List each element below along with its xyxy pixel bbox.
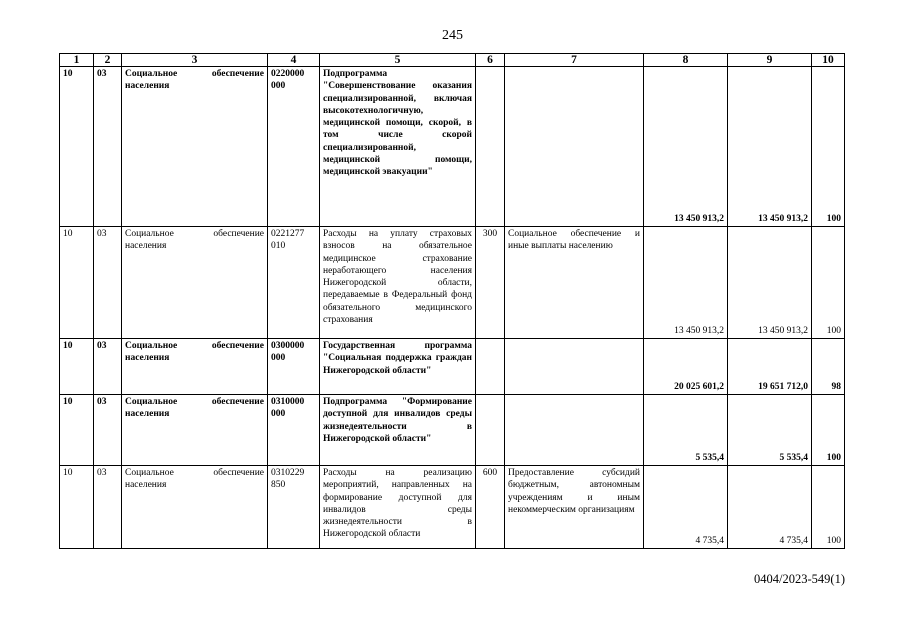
header-col-1: 1 — [60, 54, 94, 67]
expense-type-name — [505, 67, 644, 227]
header-col-10: 10 — [812, 54, 845, 67]
subsection-name: Социальное обеспечение населения — [122, 395, 268, 466]
expense-type-code — [476, 339, 505, 395]
target-article-name: Расходы на реализацию мероприятий, направленных на формирование доступной для инвалидов среды жизнедеятельности в Нижегородской области — [320, 466, 476, 549]
planned-amount: 4 735,4 — [644, 466, 728, 549]
target-article-name: Расходы на уплату страховых взносов на обязательное медицинское страхование неработающего населения Нижегородской области, передаваемые в Федеральный фонд обязательного медицинского страхования — [320, 227, 476, 339]
subsection-code: 03 — [94, 466, 122, 549]
expense-type-code: 600 — [476, 466, 505, 549]
table-row — [60, 339, 845, 395]
execution-percent: 100 — [812, 67, 845, 227]
planned-amount: 5 535,4 — [644, 395, 728, 466]
execution-percent: 98 — [812, 339, 845, 395]
subsection-name: Социальное обеспечение населения — [122, 466, 268, 549]
page-number: 245 — [442, 28, 463, 43]
target-article-name: Подпрограмма "Формирование доступной для инвалидов среды жизнедеятельности в Нижегородской области" — [320, 395, 476, 466]
target-article-code: 0310000 000 — [268, 395, 320, 466]
executed-amount: 13 450 913,2 — [728, 227, 812, 339]
header-col-8: 8 — [644, 54, 728, 67]
header-col-7: 7 — [505, 54, 644, 67]
table-row — [60, 466, 845, 549]
planned-amount: 13 450 913,2 — [644, 67, 728, 227]
planned-amount: 20 025 601,2 — [644, 339, 728, 395]
table-row — [60, 227, 845, 339]
target-article-name: Государственная программа "Социальная поддержка граждан Нижегородской области" — [320, 339, 476, 395]
budget-table — [59, 53, 845, 549]
subsection-code: 03 — [94, 227, 122, 339]
header-col-3: 3 — [122, 54, 268, 67]
header-row — [60, 54, 845, 67]
expense-type-code — [476, 395, 505, 466]
header-col-4: 4 — [268, 54, 320, 67]
target-article-code: 0221277 010 — [268, 227, 320, 339]
header-col-6: 6 — [476, 54, 505, 67]
subsection-code: 03 — [94, 339, 122, 395]
target-article-code: 0220000 000 — [268, 67, 320, 227]
executed-amount: 13 450 913,2 — [728, 67, 812, 227]
executed-amount: 5 535,4 — [728, 395, 812, 466]
header-col-2: 2 — [94, 54, 122, 67]
section-code: 10 — [60, 395, 94, 466]
section-code: 10 — [60, 67, 94, 227]
subsection-code: 03 — [94, 395, 122, 466]
table-row — [60, 67, 845, 227]
target-article-code: 0300000 000 — [268, 339, 320, 395]
execution-percent: 100 — [812, 227, 845, 339]
expense-type-name — [505, 339, 644, 395]
target-article-name: Подпрограмма "Совершенствование оказания специализированной, включая высокотехнологичную, медицинской помощи, скорой, в том числе скорой специализированной, медицинской помощи, медицинской эвакуации" — [320, 67, 476, 227]
table-row — [60, 395, 845, 466]
expense-type-code — [476, 67, 505, 227]
header-col-9: 9 — [728, 54, 812, 67]
section-code: 10 — [60, 339, 94, 395]
target-article-code: 0310229 850 — [268, 466, 320, 549]
executed-amount: 19 651 712,0 — [728, 339, 812, 395]
section-code: 10 — [60, 466, 94, 549]
execution-percent: 100 — [812, 466, 845, 549]
executed-amount: 4 735,4 — [728, 466, 812, 549]
expense-type-name — [505, 395, 644, 466]
expense-type-code: 300 — [476, 227, 505, 339]
expense-type-name: Предоставление субсидий бюджетным, автономным учреждениям и иным некоммерческим организациям — [505, 466, 644, 549]
header-col-5: 5 — [320, 54, 476, 67]
subsection-name: Социальное обеспечение населения — [122, 67, 268, 227]
subsection-name: Социальное обеспечение населения — [122, 227, 268, 339]
document-code: 0404/2023-549(1) — [754, 572, 845, 586]
execution-percent: 100 — [812, 395, 845, 466]
expense-type-name: Социальное обеспечение и иные выплаты населению — [505, 227, 644, 339]
section-code: 10 — [60, 227, 94, 339]
subsection-name: Социальное обеспечение населения — [122, 339, 268, 395]
planned-amount: 13 450 913,2 — [644, 227, 728, 339]
subsection-code: 03 — [94, 67, 122, 227]
